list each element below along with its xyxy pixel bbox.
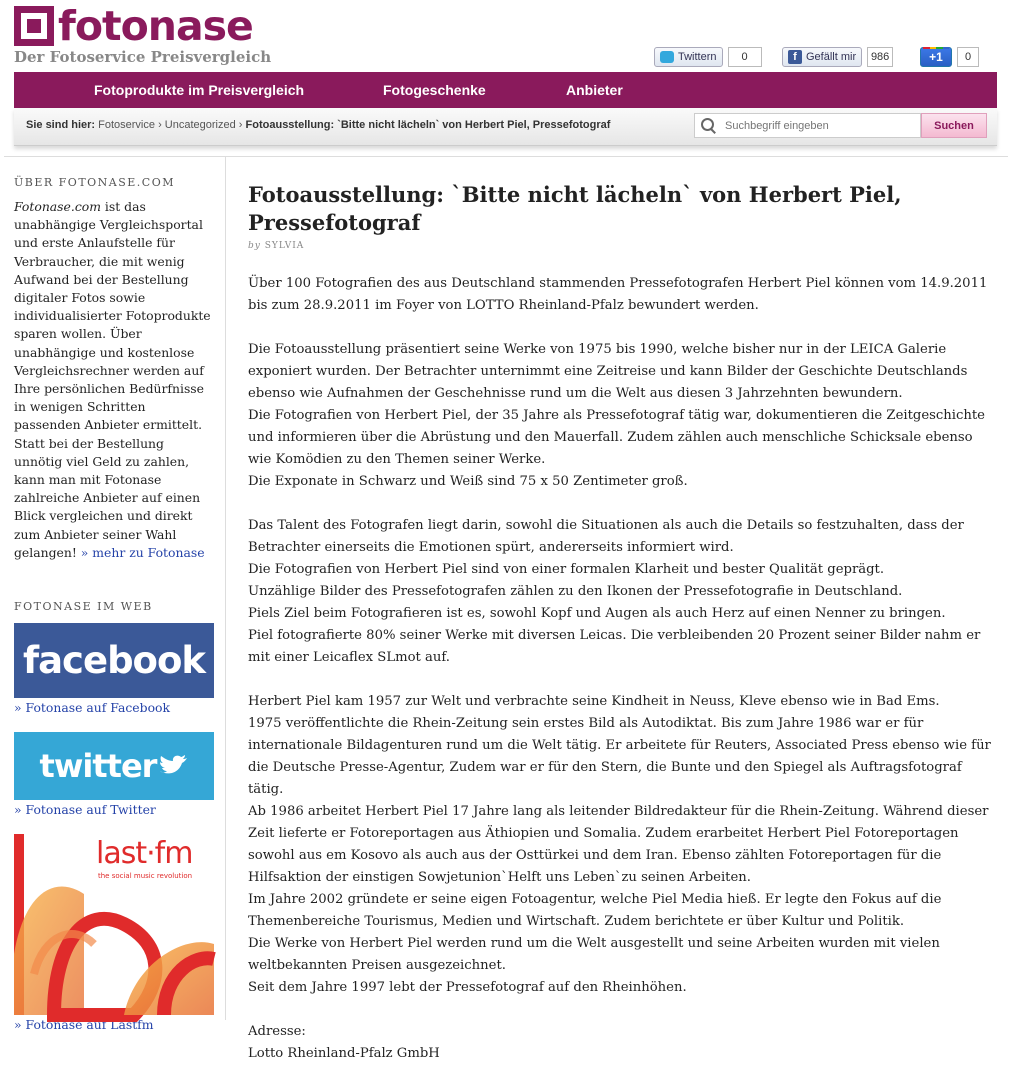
logo-text: fotonase: [58, 2, 253, 50]
article-paragraph: [248, 515, 998, 669]
twitter-share: [654, 47, 762, 67]
search-button[interactable]: Suchen: [921, 113, 987, 138]
about-body: ist das unabhängige Vergleichsportal und erste Anlaufstelle für Verbraucher, die mit wenig Aufwand bei der Bestellung digitaler Fotos sowie individualisierter Fotoprodukte sparen wollen. Über unabhängige und kostenlose Vergleichsrechner werden auf Ihre persönlichen Bedürfnisse in wenigen Schritten passenden Anbieter ermittelt. Statt bei der Bestellung unnötig viel Geld zu zahlen, kann man mit Fotonase zahlreiche Anbieter auf einen Blick vergleichen und direkt zum Anbieter seiner Wahl gelangen!: [14, 199, 211, 560]
main-nav: [14, 72, 997, 108]
article-paragraph: [248, 691, 998, 999]
article: [248, 181, 998, 1087]
article-line: Über 100 Fotografien des aus Deutschland stammenden Pressefotografen Herbert Piel können vom 14.9.2011 bis zum 28.9.2011 im Foyer von LOTTO Rheinland-Pfalz bewundert werden.: [248, 276, 988, 313]
article-line: Die Fotografien von Herbert Piel, der 35 Jahre als Pressefotograf tätig war, dokumentieren die Zeitgeschichte und informieren über die Abrüstung und den Mauerfall. Zudem zählen auch menschliche Schicksale ebenso wie Komödien zu den Themen seiner Werke.: [248, 408, 985, 467]
logo-frame-icon: [14, 6, 54, 46]
sidebar-divider: [225, 157, 226, 1020]
sidebar: [14, 176, 214, 1032]
article-line: Lotto Rheinland-Pfalz GmbH: [248, 1046, 440, 1061]
byline-author[interactable]: SYLVIA: [264, 241, 305, 251]
twitter-link[interactable]: » Fotonase auf Twitter: [14, 802, 156, 818]
breadcrumb-current: Fotoausstellung: `Bitte nicht lächeln` von Herbert Piel, Pressefotograf: [245, 119, 611, 131]
site-header: [0, 0, 1015, 72]
nav-item-fotoprodukte[interactable]: Fotoprodukte im Preisvergleich: [94, 82, 305, 98]
article-line: Im Jahre 2002 gründete er seine eigen Fotoagentur, welche Piel Media hieß. Er legte den Fokus auf die Themenbereiche Tourismus, Medien und Wirtschaft. Zudem berichtete er über Kultur und Politik.: [248, 892, 942, 929]
site-tagline: Der Fotoservice Preisvergleich: [14, 48, 272, 66]
breadcrumb-prefix: Sie sind hier:: [26, 119, 96, 131]
article-line: Die Exponate in Schwarz und Weiß sind 75 x 50 Zentimeter groß.: [248, 474, 688, 489]
header-divider: [4, 156, 1008, 157]
article-line: Piels Ziel beim Fotografieren ist es, sowohl Kopf und Augen als auch Herz auf einen Nenner zu bringen.: [248, 606, 946, 621]
gplus-share: [920, 47, 979, 67]
article-line: Die Fotografien von Herbert Piel sind von einer formalen Klarheit und bester Qualität geprägt.: [248, 562, 885, 577]
lastfm-logo[interactable]: [14, 834, 214, 1015]
article-line: Seit dem Jahre 1997 lebt der Pressefotograf auf den Rheinhöhen.: [248, 980, 687, 995]
breadcrumb-home[interactable]: Fotoservice: [98, 119, 155, 131]
facebook-f-icon: f: [788, 50, 802, 64]
lastfm-link[interactable]: » Fotonase auf Lastfm: [14, 1017, 154, 1033]
nav-item-anbieter[interactable]: Anbieter: [566, 82, 623, 98]
breadcrumb-bar: [14, 108, 997, 146]
breadcrumb-category[interactable]: Uncategorized: [164, 119, 236, 131]
article-line: Die Fotoausstellung präsentiert seine Werke von 1975 bis 1990, welche bisher nur in der LEICA Galerie exponiert wurden. Der Betrachter unternimmt eine Zeitreise und kann Bilder der Geschichte Deutschlands ebenso wie Aufnahmen der Geschehnisse rund um die Welt aus diesen 3 Jahrzehnten bewundern.: [248, 342, 968, 401]
twitter-bird-icon: [660, 51, 674, 63]
article-line: Ab 1986 arbeitet Herbert Piel 17 Jahre lang als leitender Bildredakteur für die Rhein-Zeitung. Während dieser Zeit lieferte er Fotoreportagen aus Äthiopien und Somalia. Zudem erarbeitet Herbert Piel Fotoreportagen sowohl aus em Kosovo als auch aus der Osttürkei und dem Iran. Ebenso zählten Fotoreportagen für die Hilfsaktion der einstigen Sowjetunion`Helft uns Leben`zu seinen Arbeiten.: [248, 804, 989, 885]
search-input[interactable]: [725, 120, 915, 132]
about-site-name: Fotonase.com: [14, 199, 101, 214]
gplus-count: 0: [957, 47, 979, 67]
article-line: Unzählige Bilder des Pressefotografen zählen zu den Ikonen der Pressefotografie in Deutschland.: [248, 584, 903, 599]
article-line: Die Werke von Herbert Piel werden rund um die Welt ausgestellt und seine Arbeiten wurden mit vielen weltbekannten Preisen ausgezeichnet.: [248, 936, 940, 973]
breadcrumb-separator: ›: [158, 119, 162, 131]
article-line: Adresse:: [248, 1024, 306, 1039]
about-more-link[interactable]: » mehr zu Fotonase: [80, 544, 205, 560]
nav-item-fotogeschenke[interactable]: Fotogeschenke: [383, 82, 486, 98]
site-logo[interactable]: [14, 2, 253, 50]
lastfm-wordmark: last·fm: [96, 836, 193, 872]
search-box: [694, 113, 921, 138]
twitter-bird-icon: [158, 755, 188, 777]
search-icon: [701, 118, 717, 134]
breadcrumb-separator: ›: [238, 119, 243, 131]
gplus-button[interactable]: [920, 47, 952, 67]
article-byline: [248, 241, 998, 251]
tweet-label: Twittern: [678, 51, 717, 63]
article-body: [248, 273, 998, 1065]
breadcrumb: [26, 108, 610, 142]
gplus-label: +1: [929, 50, 943, 64]
facebook-link[interactable]: » Fotonase auf Facebook: [14, 700, 171, 716]
article-title[interactable]: Fotoausstellung: `Bitte nicht lächeln` von Herbert Piel, Pressefotograf: [248, 182, 902, 235]
article-paragraph: [248, 339, 998, 493]
twitter-logo[interactable]: [14, 732, 214, 800]
byline-by: by: [248, 241, 261, 251]
facebook-like: [782, 47, 893, 67]
lastfm-subline: the social music revolution: [98, 872, 193, 881]
article-paragraph: [248, 1021, 998, 1065]
facebook-logo[interactable]: facebook: [14, 623, 214, 698]
like-label: Gefällt mir: [806, 51, 857, 63]
tweet-count: 0: [728, 47, 762, 67]
twitter-wordmark: twitter: [39, 747, 157, 786]
article-line: Piel fotografierte 80% seiner Werke mit diversen Leicas. Die verbleibenden 20 Prozent seiner Bilder nahm er mit einer Leicaflex SLmot auf.: [248, 628, 981, 665]
about-heading: ÜBER FOTONASE.COM: [14, 176, 175, 189]
article-line: Herbert Piel kam 1957 zur Welt und verbrachte seine Kindheit in Neuss, Kleve ebenso wie in Bad Ems.: [248, 694, 940, 709]
article-paragraph: [248, 273, 998, 317]
like-button[interactable]: [782, 47, 862, 67]
about-text: [14, 198, 214, 562]
article-line: Das Talent des Fotografen liegt darin, sowohl die Situationen als auch die Details so festzuhalten, dass der Betrachter einerseits die Emotionen spürt, andererseits informiert wird.: [248, 518, 964, 555]
like-count: 986: [867, 47, 893, 67]
tweet-button[interactable]: [654, 47, 723, 67]
article-line: 1975 veröffentlichte die Rhein-Zeitung sein erstes Bild als Autodiktat. Bis zum Jahre 1986 war er für internationale Bildagenturen rund um die Welt tätig. Er arbeitete für Reuters, Associated Press ebenso wie für die Deutsche Presse-Agentur, Zudem war er für den Stern, die Bunte und den Spiegel als Auftragsfotograf tätig.: [248, 716, 991, 797]
web-heading: FOTONASE IM WEB: [14, 600, 153, 614]
